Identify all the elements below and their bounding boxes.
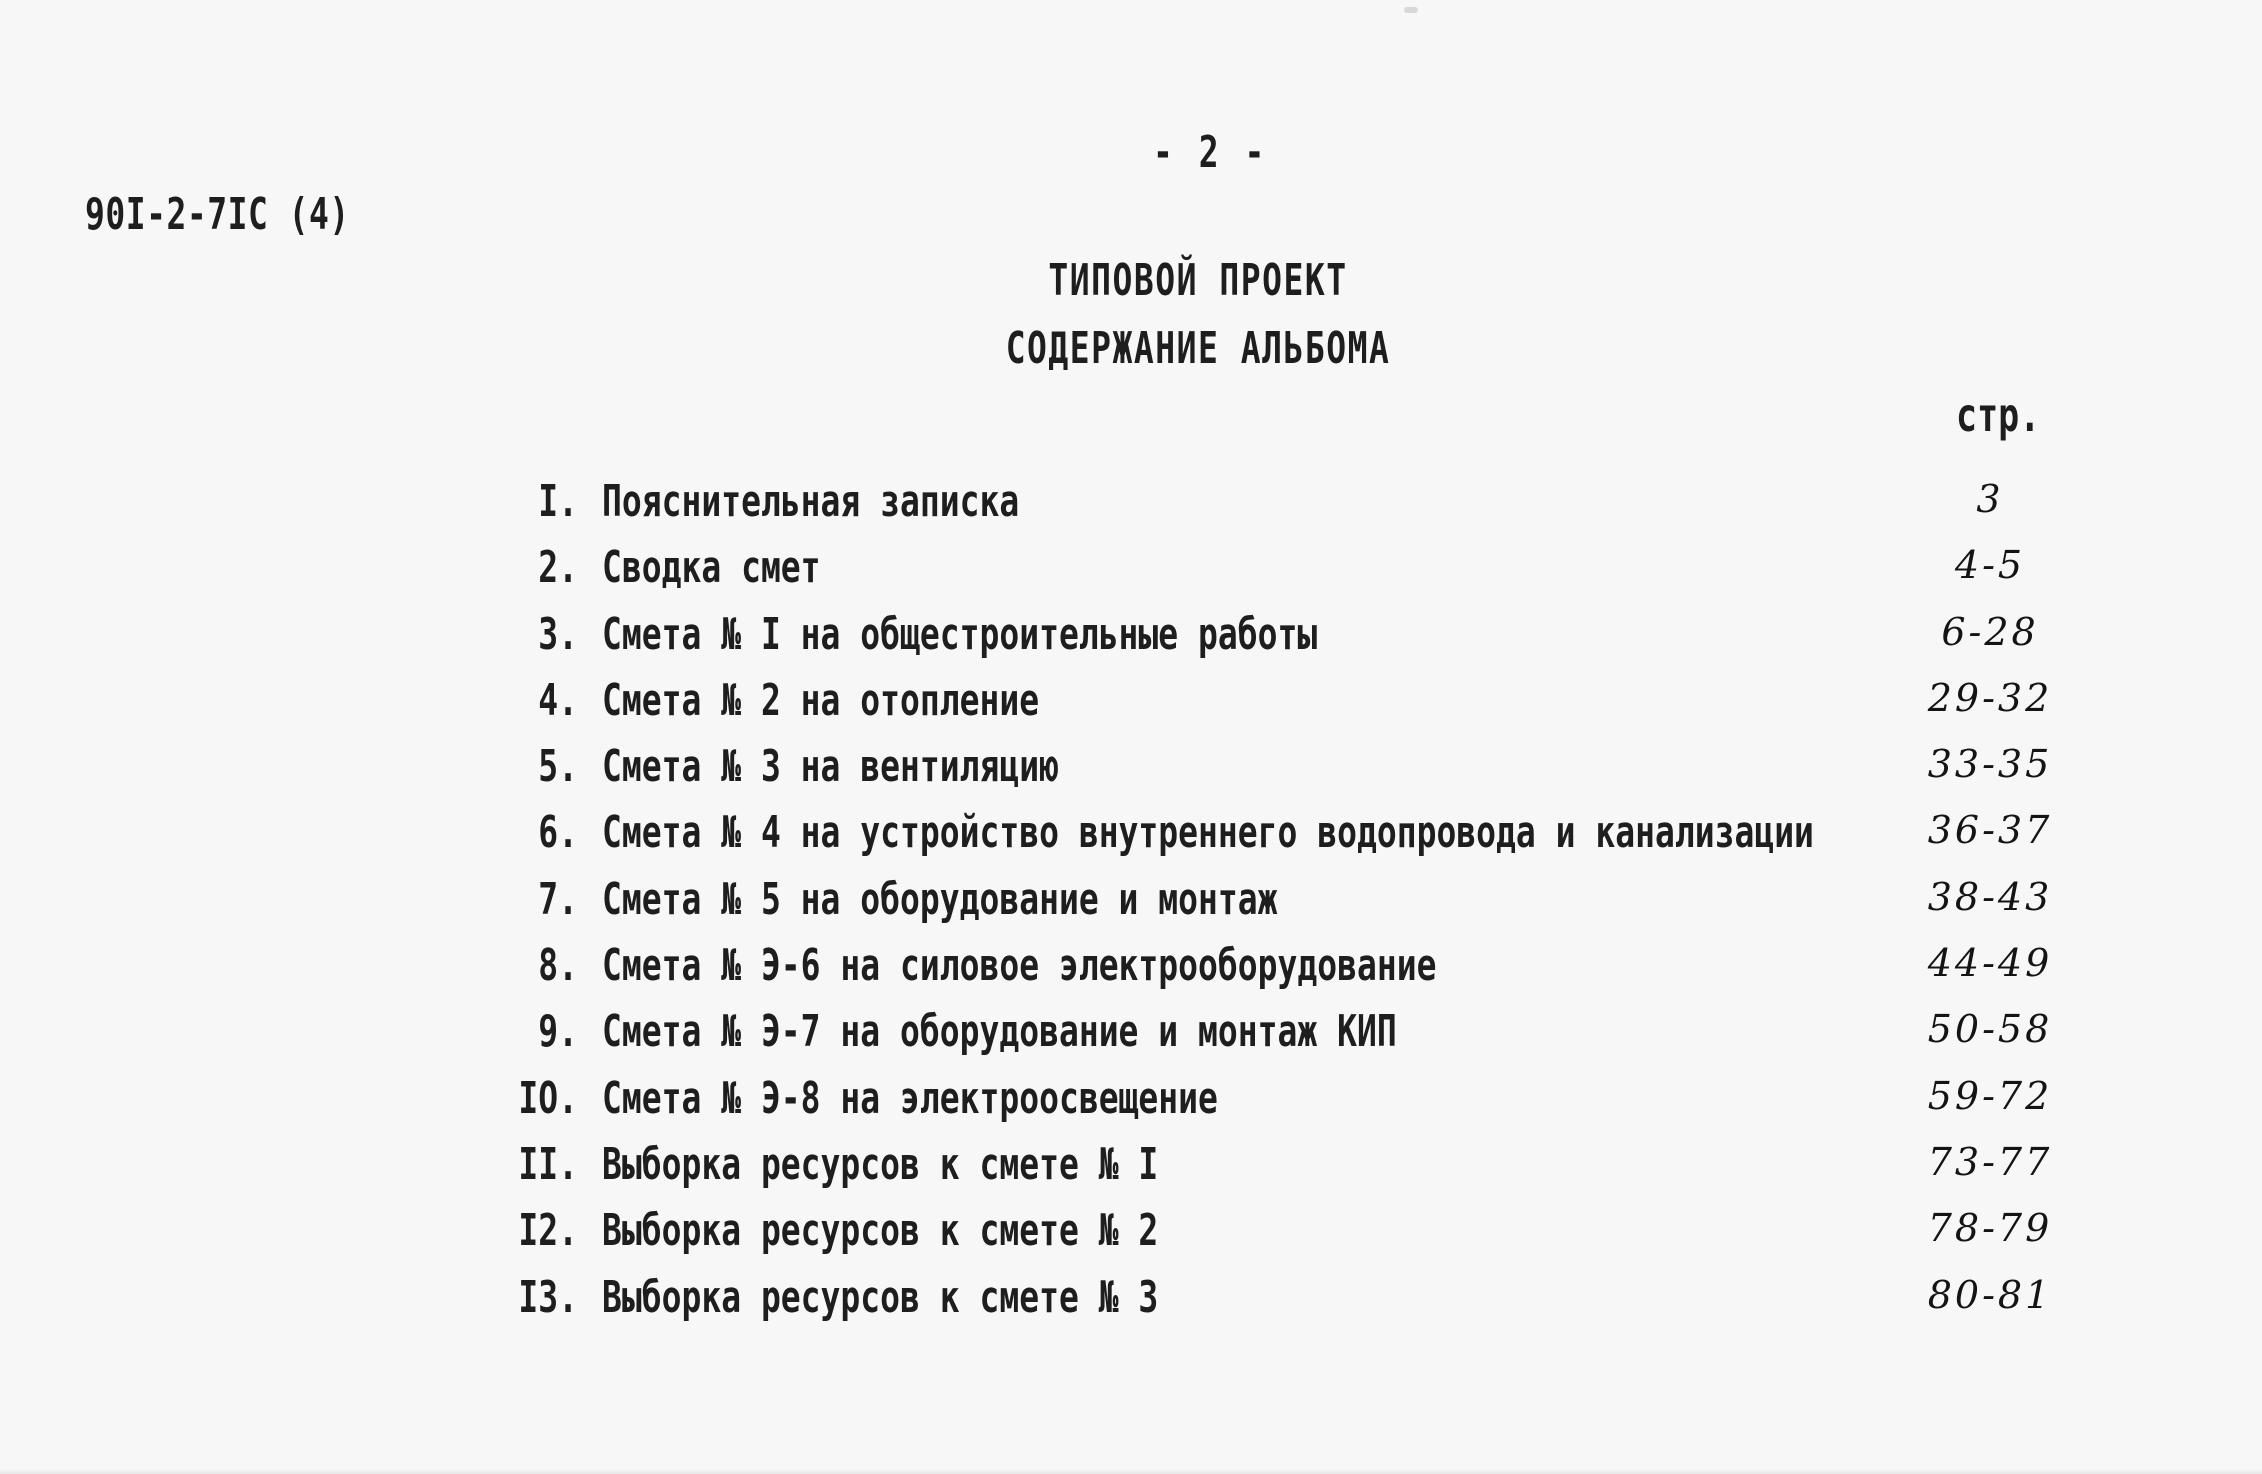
toc-item-title: Смета № 5 на оборудование и монтаж	[602, 872, 1278, 925]
toc-item-pages: 59-72	[1927, 1073, 2053, 1118]
toc-item-title: Смета № I на общестроительные работы	[602, 607, 1318, 660]
table-of-contents	[0, 475, 2262, 1341]
toc-row	[0, 806, 2262, 876]
toc-row	[0, 541, 2262, 611]
toc-row	[0, 673, 2262, 744]
toc-item-pages: 29-32	[1927, 675, 2053, 720]
toc-item-pages: 33-35	[1927, 742, 2053, 787]
toc-row	[0, 1005, 2262, 1075]
toc-item-number: I3.	[518, 1270, 578, 1323]
toc-item-number: 8.	[538, 939, 578, 991]
toc-item-pages: 36-37	[1927, 808, 2053, 853]
toc-item-number: 3.	[538, 607, 578, 660]
toc-item-title: Выборка ресурсов к смете № I	[602, 1138, 1159, 1190]
toc-item-pages: 4-5	[1954, 543, 2026, 588]
toc-item-title: Смета № 3 на вентиляцию	[602, 740, 1059, 792]
toc-item-pages: 50-58	[1927, 1007, 2053, 1052]
toc-item-pages: 80-81	[1927, 1272, 2053, 1317]
toc-item-pages: 38-43	[1927, 874, 2053, 919]
toc-item-number: I.	[538, 475, 578, 527]
toc-item-pages: 73-77	[1927, 1139, 2053, 1184]
toc-item-number: I2.	[518, 1204, 578, 1256]
toc-item-number: 4.	[538, 673, 578, 726]
pages-column-header: стр.	[1956, 390, 2041, 443]
toc-row	[0, 872, 2262, 943]
toc-row	[0, 1204, 2262, 1274]
scan-speck-artifact	[1404, 7, 1418, 13]
toc-item-title: Смета № Э-7 на оборудование и монтаж КИП	[602, 1005, 1397, 1057]
toc-item-title: Смета № Э-6 на силовое электрооборудование	[602, 939, 1437, 991]
page-number-marker: - 2 -	[1153, 126, 1268, 178]
toc-item-title: Пояснительная записка	[602, 475, 1020, 527]
toc-item-title: Смета № 4 на устройство внутреннего водопровода и канализации	[602, 806, 1814, 859]
toc-item-number: 7.	[538, 872, 578, 925]
toc-item-pages: 6-28	[1941, 609, 2039, 654]
toc-row	[0, 1270, 2262, 1341]
toc-item-number: 5.	[538, 740, 578, 792]
toc-item-number: 9.	[538, 1005, 578, 1057]
toc-row	[0, 740, 2262, 810]
toc-item-title: Смета № 2 на отопление	[602, 673, 1040, 726]
document-heading-line1: ТИПОВОЙ ПРОЕКТ	[1048, 254, 1348, 306]
toc-item-pages: 78-79	[1927, 1206, 2053, 1251]
toc-item-title: Смета № Э-8 на электроосвещение	[602, 1071, 1218, 1124]
toc-row	[0, 1138, 2262, 1208]
toc-item-pages: 3	[1976, 477, 2004, 521]
toc-row	[0, 475, 2262, 545]
toc-row	[0, 607, 2262, 678]
toc-item-number: 6.	[538, 806, 578, 859]
document-heading-line2: СОДЕРЖАНИЕ АЛЬБОМА	[1005, 322, 1391, 374]
toc-item-title: Выборка ресурсов к смете № 3	[602, 1270, 1159, 1323]
toc-item-number: IO.	[518, 1071, 578, 1124]
toc-item-pages: 44-49	[1927, 941, 2053, 986]
toc-item-title: Сводка смет	[602, 541, 821, 593]
toc-row	[0, 939, 2262, 1009]
toc-item-number: II.	[518, 1138, 578, 1190]
toc-item-title: Выборка ресурсов к смете № 2	[602, 1204, 1159, 1256]
toc-row	[0, 1071, 2262, 1142]
document-code: 90I-2-7IC (4)	[85, 188, 350, 240]
toc-item-number: 2.	[538, 541, 578, 593]
